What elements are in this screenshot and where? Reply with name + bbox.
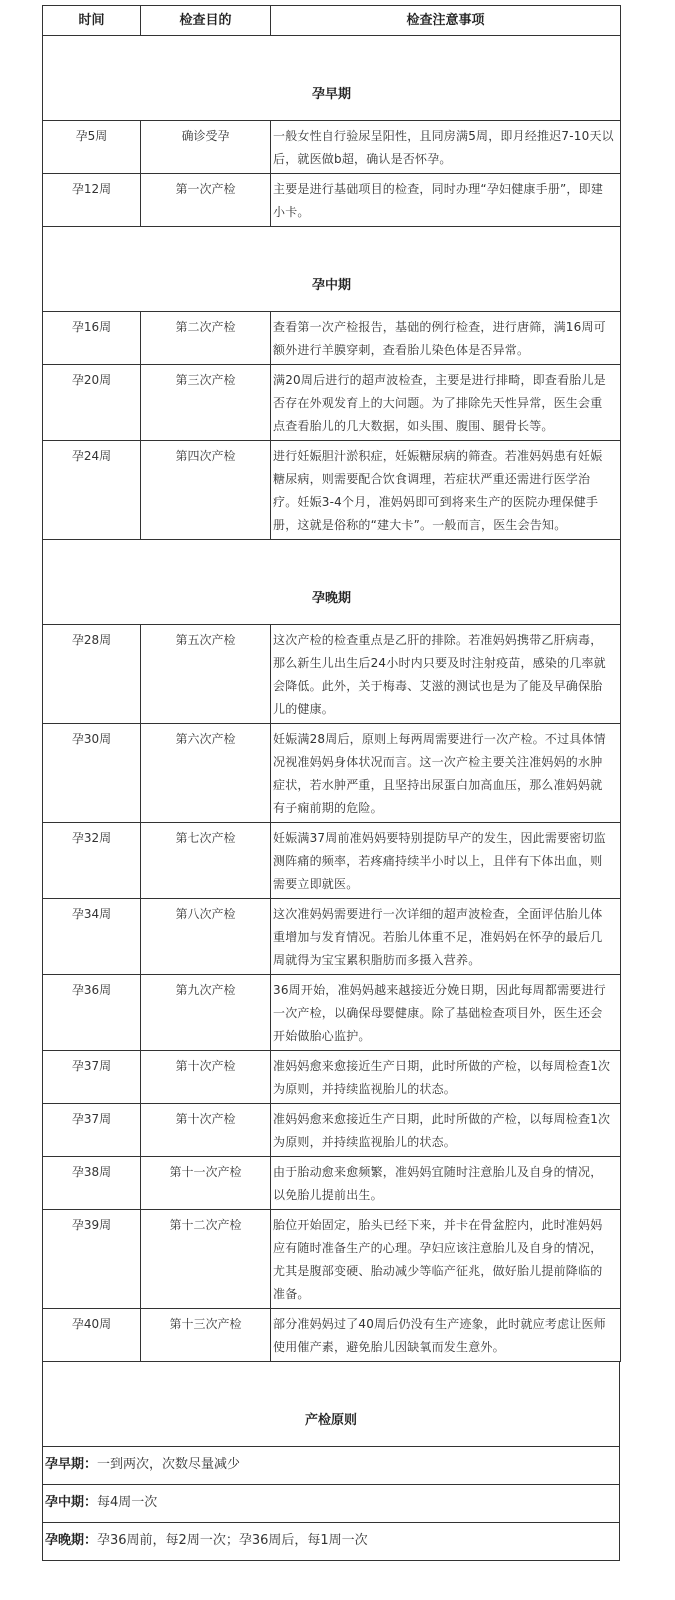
- principles-title: 产检原则: [43, 1362, 620, 1447]
- table-row: [43, 724, 621, 823]
- cell-purpose: 第六次产检: [141, 724, 271, 823]
- table-row: [43, 1104, 621, 1157]
- principle-label: 孕早期：: [45, 1457, 98, 1472]
- cell-notes: 由于胎动愈来愈频繁，准妈妈宜随时注意胎儿及自身的情况，以免胎儿提前出生。: [271, 1157, 621, 1210]
- cell-purpose: 第十二次产检: [141, 1210, 271, 1309]
- section-header-row: [43, 36, 621, 121]
- cell-time: 孕16周: [43, 312, 141, 365]
- table-row: [43, 174, 621, 227]
- principle-text: 孕36周前，每2周一次；孕36周后，每1周一次: [97, 1533, 368, 1548]
- cell-notes: 胎位开始固定，胎头已经下来，并卡在骨盆腔内，此时准妈妈应有随时准备生产的心理。孕妇应该注意胎儿及自身的情况，尤其是腹部变硬、胎动减少等临产征兆，做好胎儿提前降临的准备。: [271, 1210, 621, 1309]
- cell-purpose: 第七次产检: [141, 823, 271, 899]
- cell-notes: 主要是进行基础项目的检查，同时办理“孕妇健康手册”，即建小卡。: [271, 174, 621, 227]
- cell-notes: 部分准妈妈过了40周后仍没有生产迹象，此时就应考虑让医师使用催产素，避免胎儿因缺氧而发生意外。: [271, 1309, 621, 1362]
- cell-time: 孕37周: [43, 1051, 141, 1104]
- cell-purpose: 第四次产检: [141, 441, 271, 540]
- principle-label: 孕中期：: [45, 1495, 98, 1510]
- cell-time: 孕5周: [43, 121, 141, 174]
- cell-notes: 妊娠满28周后，原则上每两周需要进行一次产检。不过具体情况视准妈妈身体状况而言。这一次产检主要关注准妈妈的水肿症状，若水肿严重，且坚持出尿蛋白加高血压，那么准妈妈就有子痫前期的危险。: [271, 724, 621, 823]
- cell-time: 孕39周: [43, 1210, 141, 1309]
- checkup-schedule: [42, 5, 620, 1561]
- table-row: [43, 1051, 621, 1104]
- table-row: [43, 1157, 621, 1210]
- cell-purpose: 第八次产检: [141, 899, 271, 975]
- table-row: [43, 1210, 621, 1309]
- cell-purpose: 第十次产检: [141, 1104, 271, 1157]
- table-row: [43, 823, 621, 899]
- cell-purpose: 确诊受孕: [141, 121, 271, 174]
- checkup-table: [42, 5, 621, 1362]
- table-body: [43, 36, 621, 1362]
- header-time: 时间: [43, 6, 141, 36]
- cell-purpose: 第一次产检: [141, 174, 271, 227]
- table-row: [43, 121, 621, 174]
- cell-time: 孕36周: [43, 975, 141, 1051]
- cell-purpose: 第十三次产检: [141, 1309, 271, 1362]
- table-row: [43, 441, 621, 540]
- cell-time: 孕38周: [43, 1157, 141, 1210]
- table-header-row: [43, 6, 621, 36]
- principle-late: [43, 1523, 620, 1561]
- principle-early: [43, 1447, 620, 1485]
- cell-time: 孕20周: [43, 365, 141, 441]
- table-row: [43, 365, 621, 441]
- table-row: [43, 975, 621, 1051]
- cell-time: 孕30周: [43, 724, 141, 823]
- cell-purpose: 第三次产检: [141, 365, 271, 441]
- cell-time: 孕40周: [43, 1309, 141, 1362]
- cell-notes: 这次准妈妈需要进行一次详细的超声波检查，全面评估胎儿体重增加与发育情况。若胎儿体重不足，准妈妈在怀孕的最后几周就得为宝宝累积脂肪而多摄入营养。: [271, 899, 621, 975]
- cell-purpose: 第九次产检: [141, 975, 271, 1051]
- principle-text: 每4周一次: [97, 1495, 158, 1510]
- table-row: [43, 1309, 621, 1362]
- cell-purpose: 第十次产检: [141, 1051, 271, 1104]
- cell-notes: 准妈妈愈来愈接近生产日期，此时所做的产检，以每周检查1次为原则，并持续监视胎儿的状态。: [271, 1051, 621, 1104]
- principles-table: [42, 1361, 620, 1561]
- cell-notes: 进行妊娠胆汁淤积症，妊娠糖尿病的筛查。若准妈妈患有妊娠糖尿病，则需要配合饮食调理，若症状严重还需进行医学治疗。妊娠3-4个月，准妈妈即可到将来生产的医院办理保健手册，这就是俗称的“建大卡”。一般而言，医生会告知。: [271, 441, 621, 540]
- cell-notes: 妊娠满37周前准妈妈要特别提防早产的发生，因此需要密切监测阵痛的频率，若疼痛持续半小时以上，且伴有下体出血，则需要立即就医。: [271, 823, 621, 899]
- principle-label: 孕晚期：: [45, 1533, 98, 1548]
- cell-time: 孕12周: [43, 174, 141, 227]
- cell-notes: 这次产检的检查重点是乙肝的排除。若准妈妈携带乙肝病毒，那么新生儿出生后24小时内只要及时注射疫苗，感染的几率就会降低。此外，关于梅毒、艾滋的测试也是为了能及早确保胎儿的健康。: [271, 625, 621, 724]
- cell-notes: 满20周后进行的超声波检查，主要是进行排畸，即查看胎儿是否存在外观发育上的大问题。为了排除先天性异常，医生会重点查看胎儿的几大数据，如头围、腹围、腿骨长等。: [271, 365, 621, 441]
- cell-notes: 准妈妈愈来愈接近生产日期，此时所做的产检，以每周检查1次为原则，并持续监视胎儿的状态。: [271, 1104, 621, 1157]
- cell-time: 孕37周: [43, 1104, 141, 1157]
- principle-mid: [43, 1485, 620, 1523]
- table-row: [43, 625, 621, 724]
- section-title: 孕晚期: [43, 540, 621, 625]
- cell-time: 孕28周: [43, 625, 141, 724]
- section-header-row: [43, 227, 621, 312]
- cell-purpose: 第二次产检: [141, 312, 271, 365]
- cell-notes: 查看第一次产检报告，基础的例行检查，进行唐筛，满16周可额外进行羊膜穿刺，查看胎儿染色体是否异常。: [271, 312, 621, 365]
- table-row: [43, 899, 621, 975]
- table-row: [43, 312, 621, 365]
- cell-notes: 一般女性自行验尿呈阳性，且同房满5周，即月经推迟7-10天以后，就医做b超，确认是否怀孕。: [271, 121, 621, 174]
- cell-notes: 36周开始，准妈妈越来越接近分娩日期，因此每周都需要进行一次产检，以确保母婴健康。除了基础检查项目外，医生还会开始做胎心监护。: [271, 975, 621, 1051]
- header-purpose: 检查目的: [141, 6, 271, 36]
- section-header-row: [43, 540, 621, 625]
- cell-time: 孕32周: [43, 823, 141, 899]
- cell-time: 孕34周: [43, 899, 141, 975]
- cell-time: 孕24周: [43, 441, 141, 540]
- cell-purpose: 第五次产检: [141, 625, 271, 724]
- principle-text: 一到两次，次数尽量减少: [97, 1457, 241, 1472]
- cell-purpose: 第十一次产检: [141, 1157, 271, 1210]
- section-title: 孕早期: [43, 36, 621, 121]
- header-notes: 检查注意事项: [271, 6, 621, 36]
- section-title: 孕中期: [43, 227, 621, 312]
